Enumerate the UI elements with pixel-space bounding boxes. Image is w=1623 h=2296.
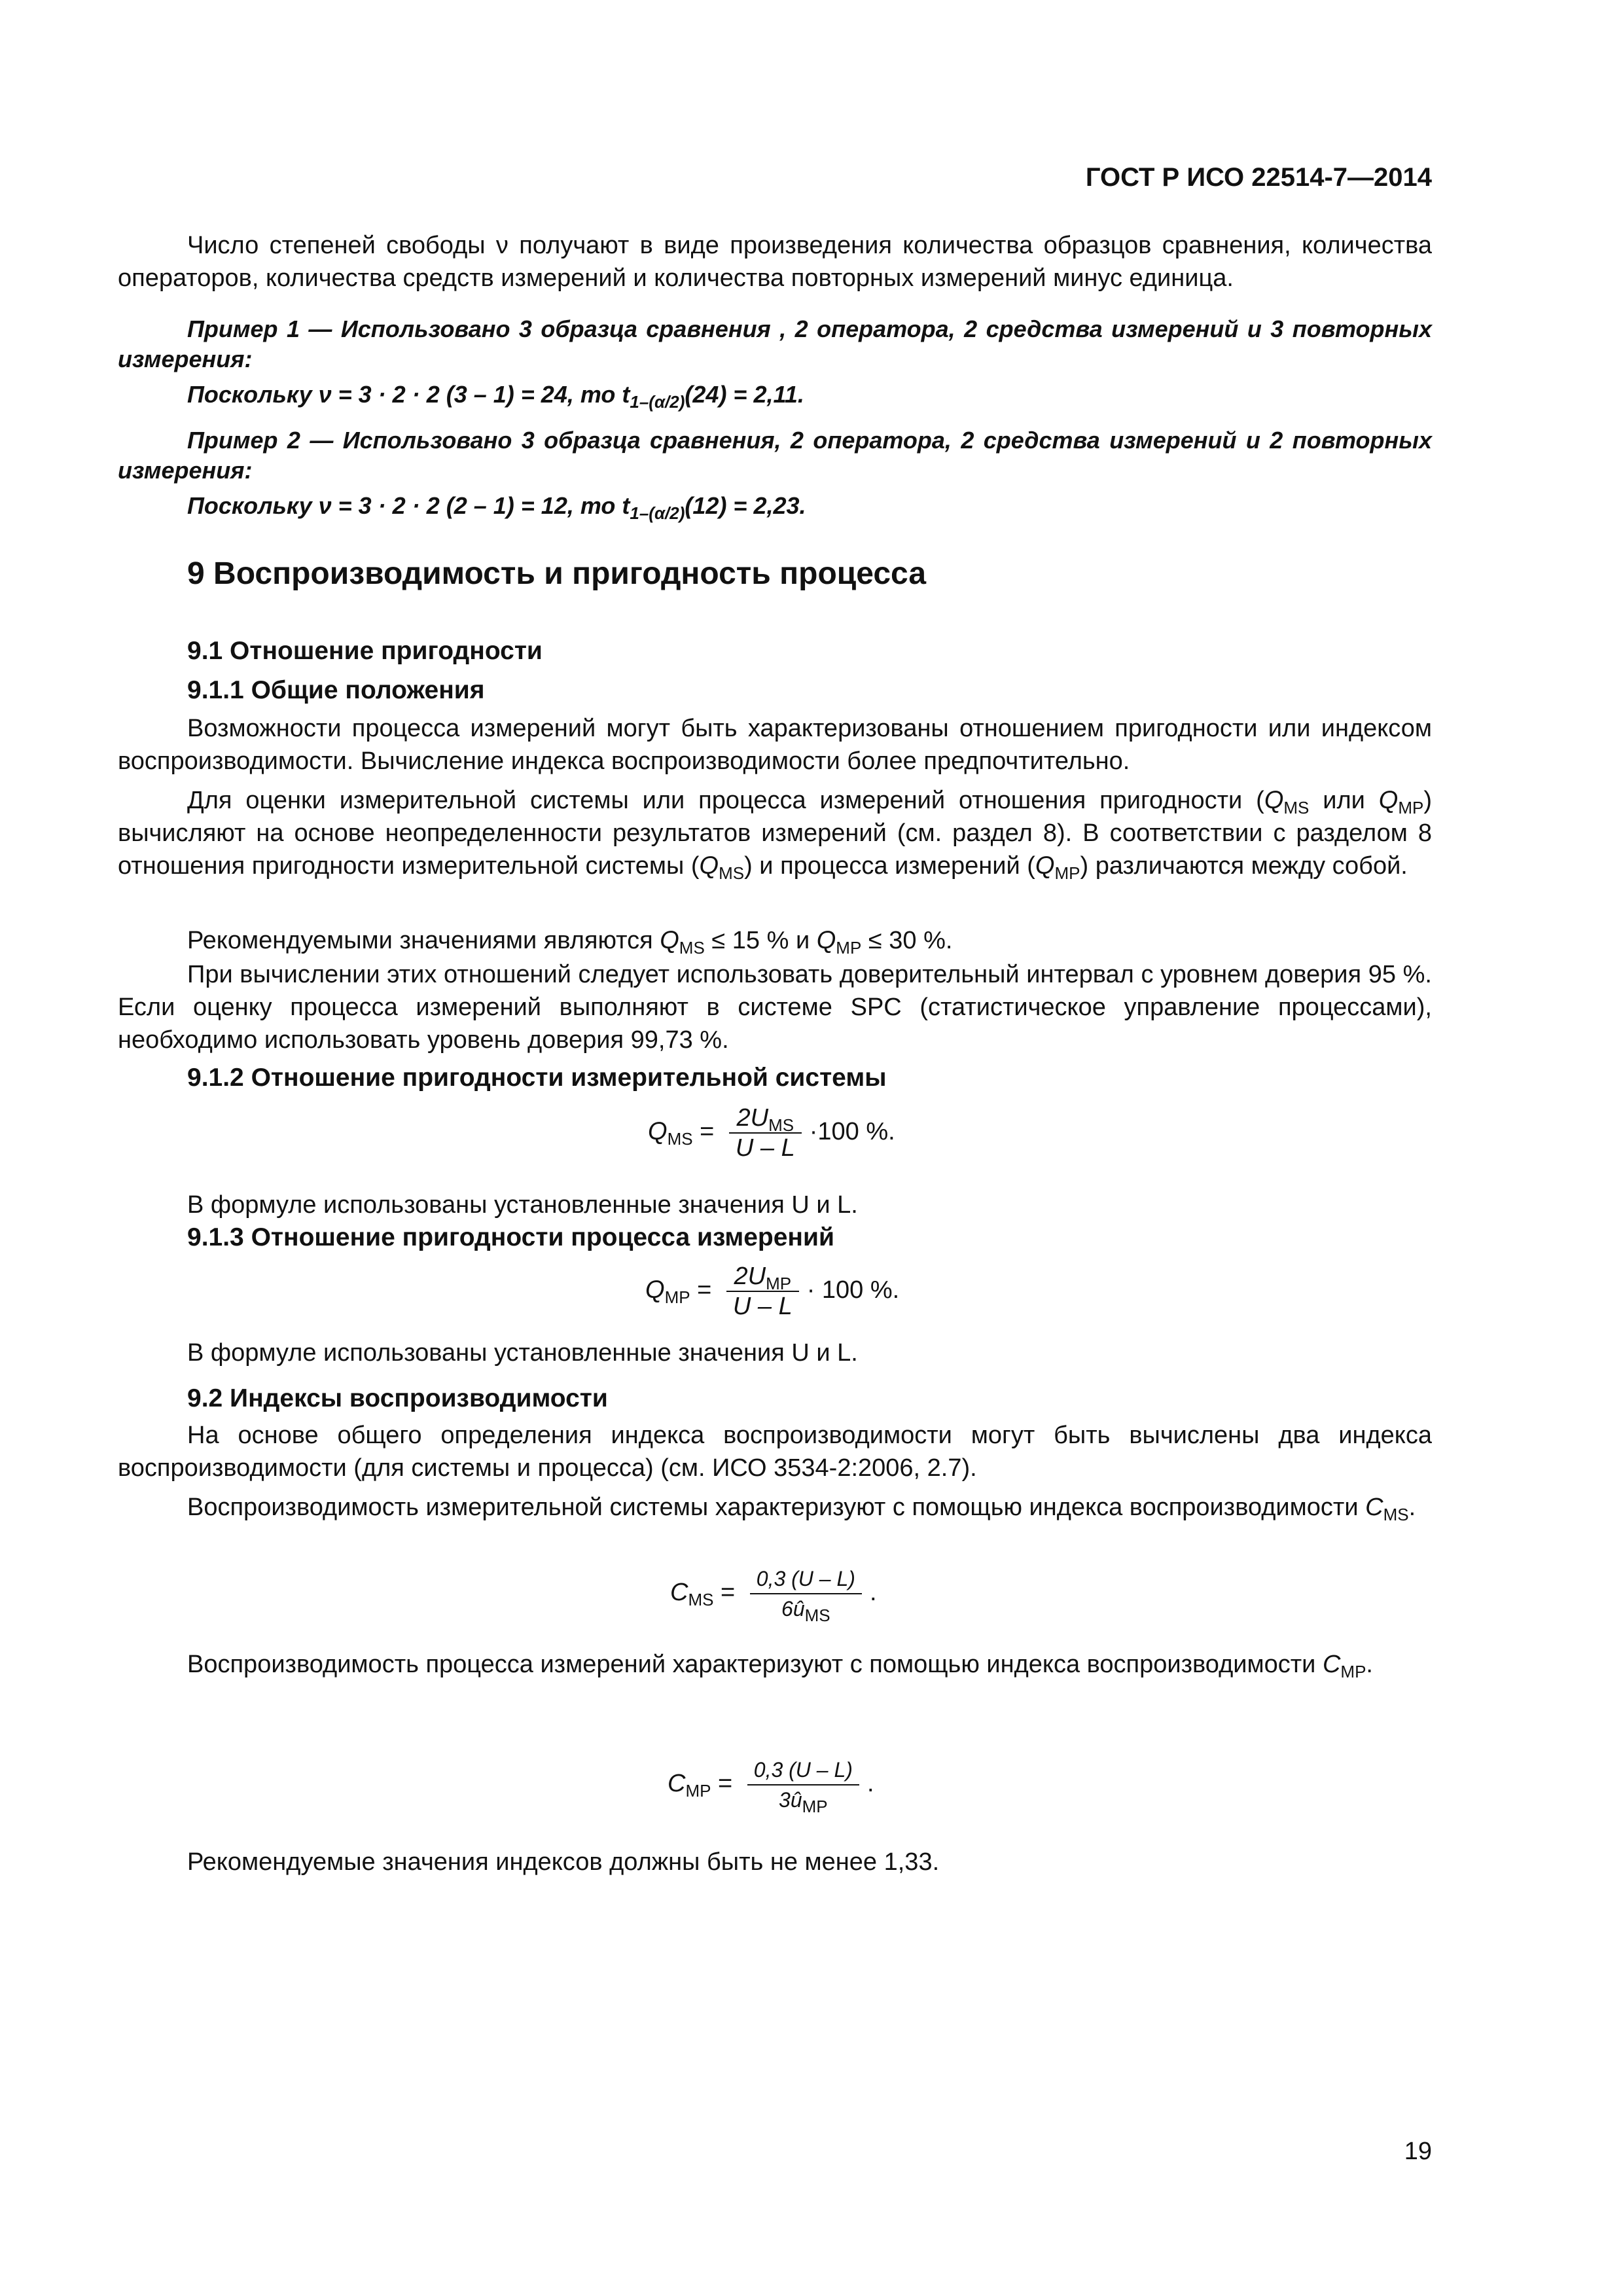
example-1-calc-b: (24) = 2,11. [685, 381, 804, 408]
sym-q: Q [816, 927, 836, 954]
section-9-1-1-title: 9.1.1 Общие положения [187, 676, 485, 704]
example-1-calculation [187, 378, 804, 411]
example-2-calc-sub: 1–(α/2) [630, 503, 685, 523]
p-cmp-a: Воспроизводимость процесса измерений характеризуют с помощью индекса воспроизводимости [187, 1651, 1323, 1678]
p2-part-c: ) вычисляют на основе неопределенности результатов измерений (см. раздел 8). В соответствии с разделом 8 отношения пригодности измерительной системы ( [118, 787, 1432, 880]
fraction-denominator [729, 1134, 802, 1162]
sub-ms: MS [1383, 1505, 1409, 1524]
document-header-id: ГОСТ Р ИСО 22514-7—2014 [1085, 163, 1432, 192]
qms-den: U – L [735, 1134, 795, 1162]
cms-num: 0,3 (U – L) [756, 1567, 855, 1590]
sub-mp: MP [685, 1781, 711, 1801]
p3-part-b: ≤ 15 % и [704, 927, 817, 954]
cmp-num: 0,3 (U – L) [753, 1758, 853, 1782]
p2-part-b: или [1309, 787, 1379, 814]
example-2-text: Пример 2 — Использовано 3 образца сравнения, 2 оператора, 2 средства измерений и 2 повторных измерения: [118, 427, 1432, 484]
example-1-calc-sub: 1–(α/2) [630, 392, 685, 412]
paragraph-cms-intro: Воспроизводимость измерительной системы характеризуют с помощью индекса воспроизводимости $C_{MS}$. [187, 1494, 1416, 1524]
paragraph-9-1-1-general: Возможности процесса измерений могут быть характеризованы отношением пригодности или индексом воспроизводимости. Вычисление индекса воспроизводимости более предпочтительно. [118, 715, 1432, 775]
paragraph-recommended-values [118, 924, 1432, 957]
formula-qmp: $Q_{MP}$ = $\frac{2U_{MP}}{U - L}$ · 100 %. [645, 1263, 900, 1320]
p2-part-e: ) различаются между собой. [1080, 852, 1408, 880]
section-9-2-title: 9.2 Индексы воспроизводимости [187, 1384, 608, 1412]
fraction-numerator [747, 1755, 859, 1785]
section-9-1-2-title: 9.1.2 Отношение пригодности измерительной системы [187, 1064, 887, 1092]
sub-mp: MP [1398, 798, 1424, 817]
note-9-1-3: В формуле использованы установленные значения U и L. [187, 1339, 858, 1367]
sym-q: Q [660, 927, 679, 954]
fraction-cmp [747, 1755, 859, 1814]
paragraph-degrees-of-freedom: Число степеней свободы ν получают в виде произведения количества образцов сравнения, количества операторов, количества средств измерений и количества повторных измерений минус единица. [118, 232, 1432, 292]
fraction-numerator [750, 1564, 862, 1594]
sym-q: Q [1035, 852, 1055, 880]
sub-ms: MS [688, 1590, 714, 1610]
example-2-calculation [187, 490, 806, 522]
sym-q: Q [699, 852, 719, 880]
fraction-cms [750, 1564, 862, 1623]
qmp-tail: · 100 %. [806, 1276, 900, 1304]
fraction-qms [729, 1103, 802, 1162]
cms-tail: . [869, 1579, 877, 1607]
fraction-qmp [726, 1262, 799, 1321]
example-1-text: Пример 1 — Использовано 3 образца сравнения , 2 оператора, 2 средства измерений и 3 повторных измерения: [118, 315, 1432, 372]
fraction-numerator [726, 1262, 799, 1292]
sub-ms: MS [768, 1115, 794, 1135]
sym-q: Q [1264, 787, 1284, 814]
formula-cms: $C_{MS}$ = $\frac{0,3 (U - L)}{6û_{MS}}$ . [670, 1564, 877, 1623]
cms-den: 6û [781, 1597, 805, 1621]
section-9-1-title: 9.1 Отношение пригодности [187, 637, 543, 665]
p2-part-a: Для оценки измерительной системы или процесса измерений отношения пригодности ( [187, 787, 1264, 814]
p2-part-d: ) и процесса измерений ( [744, 852, 1035, 880]
qmp-den: U – L [732, 1293, 793, 1320]
sub-ms: MS [719, 863, 745, 883]
sym-c: C [1322, 1651, 1341, 1678]
sub-ms: MS [667, 1129, 693, 1149]
sub-ms: MS [1283, 798, 1310, 817]
paragraph-recommended-indices: Рекомендуемые значения индексов должны быть не менее 1,33. [187, 1848, 940, 1876]
page-number: 19 [1404, 2138, 1432, 2165]
sym-c: C [670, 1579, 688, 1607]
sym-c: C [1365, 1494, 1383, 1521]
section-9-title: 9 Воспроизводимость и пригодность процесса [187, 556, 927, 591]
formula-cmp: $C_{MP}$ = $\frac{0,3 (U - L)}{3û_{MP}}$ . [668, 1755, 874, 1814]
p3-part-a: Рекомендуемыми значениями являются [187, 927, 660, 954]
p-cms-a: Воспроизводимость измерительной системы характеризуют с помощью индекса воспроизводимости [187, 1494, 1366, 1521]
cmp-tail: . [866, 1770, 874, 1798]
fraction-numerator [729, 1103, 802, 1134]
example-1-calc-a: Поскольку ν = 3 · 2 · 2 (3 – 1) = 24, то t [187, 381, 630, 408]
sub-mp: MP [766, 1274, 792, 1293]
example-2-calc-a: Поскольку ν = 3 · 2 · 2 (2 – 1) = 12, то t [187, 492, 630, 519]
sub-mp: MP [836, 938, 862, 958]
sub-ms: MS [804, 1605, 830, 1625]
qmp-num: 2U [734, 1263, 766, 1290]
paragraph-9-2-intro: На основе общего определения индекса воспроизводимости могут быть вычислены два индекса воспроизводимости (для системы и процесса) (см. ИСО 3534-2:2006, 2.7). [118, 1422, 1432, 1482]
sub-mp: MP [664, 1287, 690, 1308]
fraction-denominator [750, 1594, 862, 1623]
sym-q: Q [648, 1118, 668, 1146]
fraction-denominator [747, 1785, 859, 1814]
cmp-den: 3û [779, 1788, 802, 1812]
qms-num: 2U [736, 1104, 769, 1132]
paragraph-9-1-1-ratios [118, 784, 1432, 882]
sub-mp: MP [1340, 1662, 1366, 1681]
qms-tail: ·100 %. [809, 1118, 895, 1146]
sym-q: Q [1378, 787, 1399, 814]
fraction-denominator [726, 1292, 799, 1321]
example-2-calc-b: (12) = 2,23. [685, 492, 806, 519]
formula-qms: $Q_{MS}$ = $\frac{2U_{MS}}{U - L}$ ·100 %. [648, 1104, 895, 1162]
section-9-1-3-title: 9.1.3 Отношение пригодности процесса измерений [187, 1223, 834, 1251]
sub-mp: MP [1054, 863, 1080, 883]
p3-part-c: ≤ 30 %. [861, 927, 953, 954]
sym-q: Q [645, 1276, 665, 1304]
note-9-1-2: В формуле использованы установленные значения U и L. [187, 1191, 858, 1219]
sub-mp: MP [802, 1797, 828, 1816]
paragraph-confidence-level: При вычислении этих отношений следует использовать доверительный интервал с уровнем доверия 95 %. Если оценку процесса измерений выполняют в системе SPC (статистическое управление процессами), необходимо использовать уровень доверия 99,73 %. [118, 961, 1432, 1054]
sym-c: C [668, 1770, 686, 1798]
sub-ms: MS [679, 938, 705, 958]
paragraph-cmp-intro: Воспроизводимость процесса измерений характеризуют с помощью индекса воспроизводимости $C_{MP}$. [187, 1651, 1373, 1681]
